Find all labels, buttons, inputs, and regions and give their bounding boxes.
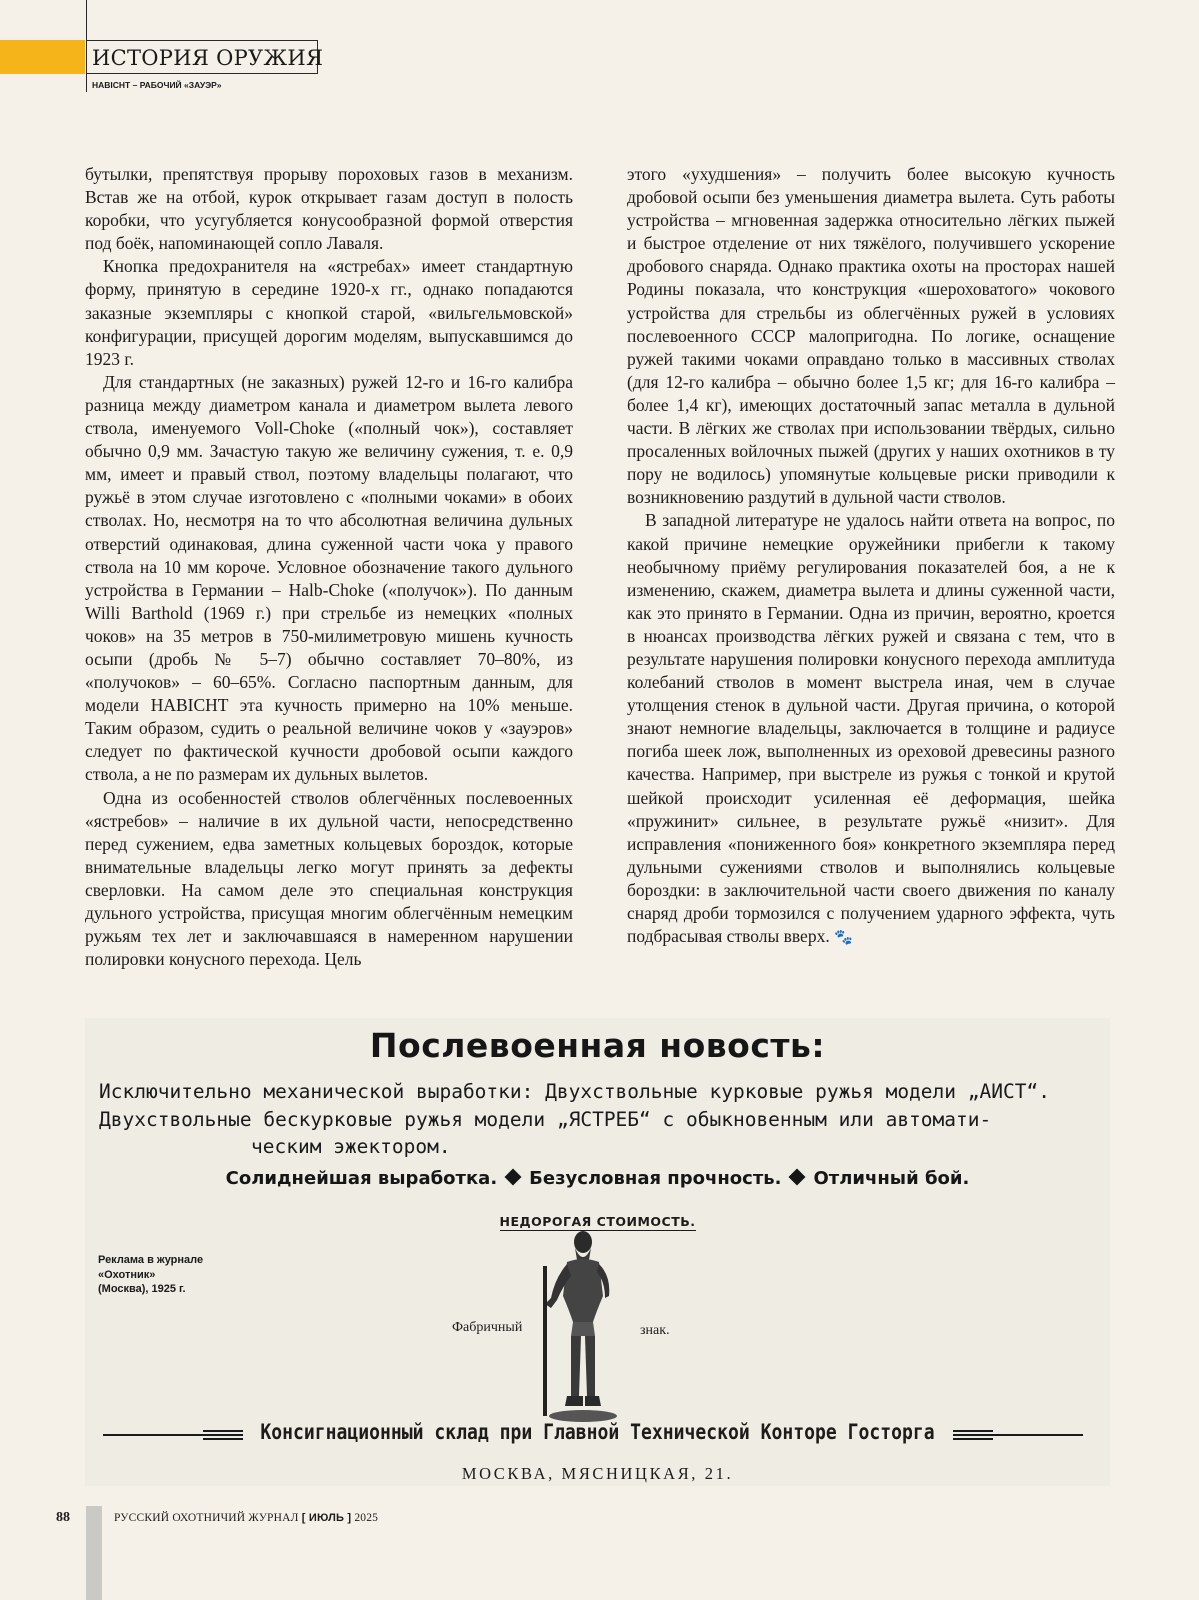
paragraph: Для стандартных (не заказных) ружей 12-го и 16-го калибра разница между диаметром канала и диаметром вылета левого ствола, именуемого Voll-Choke («полный чок»), составляет обычно 0,9 мм. Зачастую такую же величину сужения, т. е. 0,9 мм, имеет и правый ствол, поэтому владельцы полагают, что ружьё в этом случае изготовлено с «полными чоками» в обоих стволах. Но, несмотря на то что абсолютная величина дульных отверстий одинаковая, длина суженной части чока у правого ствола на 10 мм короче. Условное обозначение такого дульного устройства в Германии – Halb-Choke («получок»). По данным Willi Barthold (1969 г.) при стрельбе из немецких «полных чоков» на 35 метров в 750-милиметровую мишень кучность осыпи (дробь № 5–7) обычно составляет 70–80%, из «получоков» – 60–65%. Согласно паспортным данным, для модели HABICHT эта кучность примерно на 10% меньше. Таким образом, судить о реальной величине чоков у «зауэров» следует по фактической кучности дробовой осыпи каждого ствола, а не по размерам их дульных вылетов.	[85, 371, 573, 785]
header-rule-bottom	[86, 73, 318, 74]
caption-line: Реклама в журнале	[98, 1254, 204, 1266]
diamond-icon	[789, 1169, 806, 1186]
header-rule-top	[86, 40, 318, 41]
caption-line: «Охотник»	[98, 1268, 156, 1281]
advert-feature: Солиднейшая выработка.	[225, 1168, 498, 1189]
footer-bar	[86, 1506, 102, 1600]
page-number: 88	[56, 1510, 70, 1525]
advert-feature: Отличный бой.	[813, 1168, 970, 1189]
advert-line-3: ческим эжектором.	[251, 1135, 451, 1158]
advert-warehouse: Консигнационный склад при Главной Технической Конторе Госторга	[260, 1420, 935, 1444]
paragraph	[627, 509, 1115, 950]
advert-line-2: Двухствольные бескурковые ружья модели „ЯСТРЕБ“ с обыкновенным или автомати-	[99, 1108, 992, 1131]
paragraph: Одна из особенностей стволов облегчённых послевоенных «ястребов» – наличие в их дульной части, непосредственно перед сужением, едва заметных кольцевых бороздок, которые внимательные владельцы легко могут принять за дефекты сверловки. На самом деле это специальная конструкция дульного устройства, присущая многим облегчённым немецким ружьям тех лет и заключавшаяся в намеренном нарушении полировки конусного перехода. Цель	[85, 787, 573, 970]
decorative-lines-right	[953, 1428, 1083, 1442]
journal-name: РУССКИЙ ОХОТНИЧИЙ ЖУРНАЛ	[114, 1512, 299, 1524]
diamond-icon	[505, 1169, 522, 1186]
advert-price-text: НЕДОРОГАЯ СТОИМОСТЬ.	[499, 1214, 696, 1229]
advert-feature: Безусловная прочность.	[529, 1168, 782, 1189]
journal-footer	[114, 1512, 378, 1524]
advert-features	[85, 1168, 1110, 1189]
issue-year: 2025	[354, 1512, 379, 1524]
section-accent-tab	[0, 40, 85, 74]
paragraph: Кнопка предохранителя на «ястребах» имеет стандартную форму, принятую в середине 1920-х гг., однако попадаются заказные экземпляры с кнопкой старой, «вильгельмовской» конфигурации, присущей дорогим моделям, выпускавшимся до 1923 г.	[85, 256, 573, 369]
issue-month: [ ИЮЛЬ ]	[301, 1512, 352, 1524]
header-rule-vertical	[86, 0, 87, 92]
advert-headline: Послевоенная новость:	[369, 1026, 826, 1065]
trademark-label-right: знак.	[640, 1323, 670, 1338]
paw-print-icon: 🐾	[834, 930, 853, 947]
vintage-advertisement	[85, 1018, 1110, 1486]
paragraph-text: В западной литературе не удалось найти ответа на вопрос, по какой причине немецкие оружейники прибегли к такому необычному приёму регулирования показателей боя, а не к изменению, скажем, диаметра вылета и длины суженной части, как это принято в Германии. Одна из причин, вероятно, кроется в нюансах производства лёгких ружей и связана с тем, что в результате нарушения полировки конусного перехода амплитуда колебаний стволов в момент выстрела иная, чем в случае утолщения стенок в дульной части. Другая причина, о которой знают немногие владельцы, заключается в толщине и радиусе погиба шеек лож, выполненных из ореховой древесины разного качества. Например, при выстреле из ружья с тонкой и крутой шейкой происходит усиленная её деформация, шейка «пружинит» сильнее, в результате ружьё «низит». Для исправления «пониженного боя» конкретного экземпляра перед дульными сужениями стволов и выполнялись кольцевые бороздки: в заключительной части своего движения по каналу снаряд дроби тормозился с получением ударного эффекта, чуть подбрасывая стволы вверх.	[627, 510, 1115, 947]
caption-line: (Москва), 1925 г.	[98, 1283, 186, 1295]
trademark-figure-icon	[537, 1226, 623, 1432]
article-column-right	[627, 163, 1115, 950]
paragraph: бутылки, препятствуя прорыву пороховых газов в механизм. Встав же на отбой, курок открывает газам доступ в полость коробки, что усугубляется конусообразной формой отверстия под боёк, напоминающей сопло Лаваля.	[85, 164, 573, 254]
trademark-label-left: Фабричный	[452, 1320, 523, 1335]
image-caption	[98, 1253, 238, 1297]
section-title: ИСТОРИЯ ОРУЖИЯ	[92, 46, 324, 70]
article-column-left	[85, 163, 573, 971]
section-subtitle: HABICHT – РАБОЧИЙ «ЗАУЭР»	[92, 80, 222, 90]
advert-address: МОСКВА, МЯСНИЦКАЯ, 21.	[461, 1464, 734, 1483]
paragraph: этого «ухудшения» – получить более высокую кучность дробовой осыпи без уменьшения диаметра вылета. Суть работы устройства – мгновенная задержка относительно лёгких пыжей и быстрое отделение от них тяжёлого, получившего ускорение дробового снаряда. Однако практика охоты на просторах нашей Родины показала, что конструкция «шероховатого» чокового устройства для стрельбы из облегчённых ружей в условиях послевоенного СССР малопригодна. По логике, оснащение ружей такими чоками оправдано только в массивных стволах (для 12-го калибра – обычно более 1,5 кг; для 16-го калибра – более 1,4 кг), имеющих достаточный запас металла в дульной части. В лёгких же стволах при использовании твёрдых, сильно просаленных войлочных пыжей (других у наших охотников в ту пору не водилось) упомянутые кольцевые риски приводили к возникновению раздутий в дульной части стволов.	[627, 164, 1115, 508]
advert-line-1: Исключительно механической выработки: Двухствольные курковые ружья модели „АИСТ“.	[99, 1080, 1050, 1103]
